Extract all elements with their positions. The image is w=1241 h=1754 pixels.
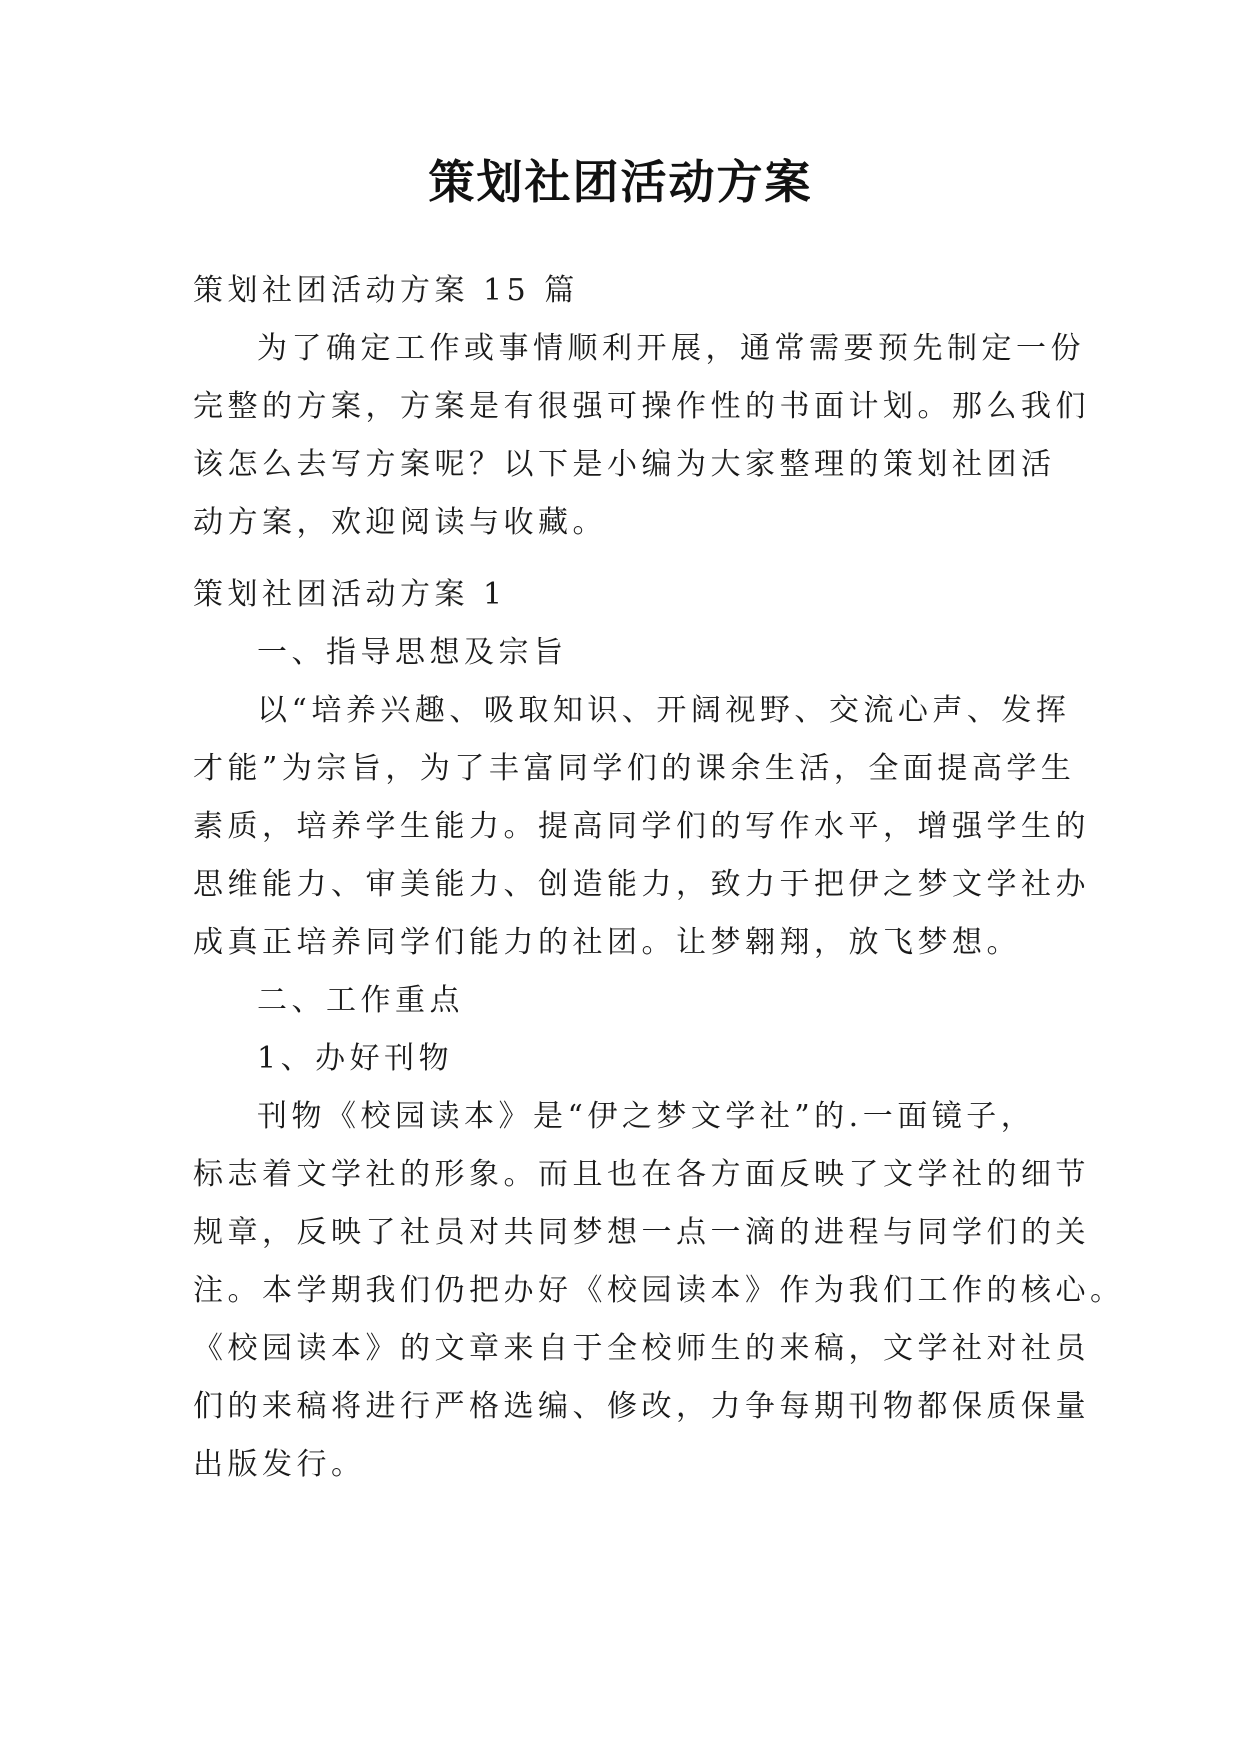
- paragraph-line: 以“培养兴趣、吸取知识、开阔视野、交流心声、发挥: [257, 693, 1071, 728]
- paragraph-line: 标志着文学社的形象。而且也在各方面反映了文学社的细节: [193, 1157, 1090, 1192]
- heading-work-focus: 二、工作重点: [257, 983, 464, 1018]
- intro-line: 完整的方案，方案是有很强可操作性的书面计划。那么我们: [193, 389, 1090, 424]
- paragraph-line: 刊物《校园读本》是“伊之梦文学社”的.一面镜子，: [257, 1099, 1036, 1134]
- paragraph-line: 出版发行。: [193, 1447, 366, 1482]
- paragraph-line: 素质，培养学生能力。提高同学们的写作水平，增强学生的: [193, 809, 1090, 844]
- intro-line: 为了确定工作或事情顺利开展，通常需要预先制定一份: [257, 331, 1085, 366]
- paragraph-line: 规章，反映了社员对共同梦想一点一滴的进程与同学们的关: [193, 1215, 1090, 1250]
- heading-guiding-principles: 一、指导思想及宗旨: [257, 635, 568, 670]
- intro-line: 该怎么去写方案呢？以下是小编为大家整理的策划社团活: [193, 447, 1056, 482]
- paragraph-line: 注。本学期我们仍把办好《校园读本》作为我们工作的核心。: [193, 1273, 1125, 1308]
- document-body: [193, 262, 1090, 552]
- paragraph-line: 《校园读本》的文章来自于全校师生的来稿，文学社对社员: [193, 1331, 1090, 1366]
- sub-heading-publication: 1、办好刊物: [257, 1041, 454, 1076]
- section-title: 策划社团活动方案 1: [193, 577, 507, 612]
- page-title: 策划社团活动方案: [428, 155, 813, 209]
- paragraph-line: 才能”为宗旨，为了丰富同学们的课余生活，全面提高学生: [193, 751, 1076, 786]
- paragraph-line: 们的来稿将进行严格选编、修改，力争每期刊物都保质保量: [193, 1389, 1090, 1424]
- document-subtitle: 策划社团活动方案 15 篇: [193, 273, 579, 308]
- section-1: [193, 566, 1125, 1494]
- paragraph-line: 成真正培养同学们能力的社团。让梦翱翔，放飞梦想。: [193, 925, 1021, 960]
- paragraph-line: 思维能力、审美能力、创造能力，致力于把伊之梦文学社办: [193, 867, 1090, 902]
- intro-line: 动方案，欢迎阅读与收藏。: [193, 505, 607, 540]
